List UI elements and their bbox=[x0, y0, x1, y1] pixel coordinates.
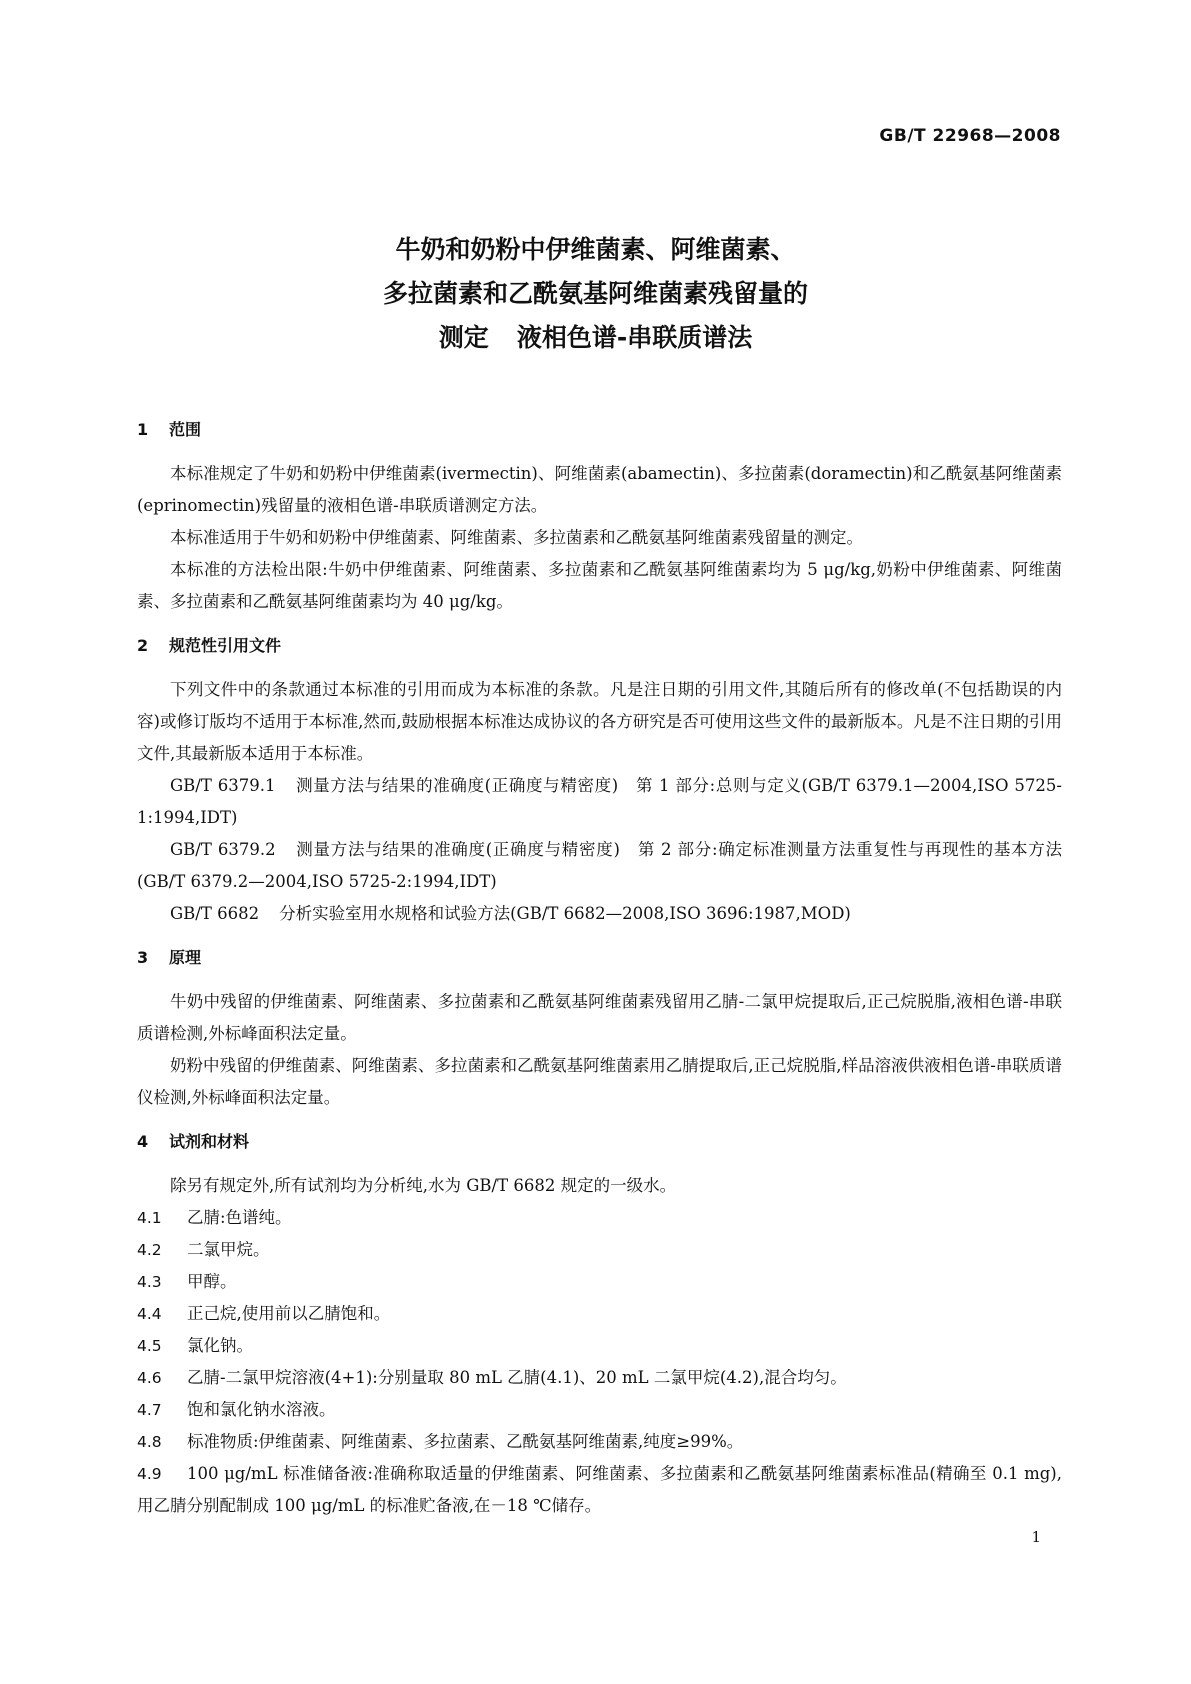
list-item: 4.7 饱和氯化钠水溶液。 bbox=[137, 1400, 336, 1419]
page-number: 1 bbox=[1031, 1528, 1041, 1546]
paragraph: 本标准的方法检出限:牛奶中伊维菌素、阿维菌素、多拉菌素和乙酰氨基阿维菌素均为 5 μg/kg,奶粉中伊维菌素、阿维菌素、多拉菌素和乙酰氨基阿维菌素均为 40 μg/kg。 bbox=[137, 560, 1062, 611]
reference-item: GB/T 6379.2 测量方法与结果的准确度(正确度与精密度) 第 2 部分:确定标准测量方法重复性与再现性的基本方法(GB/T 6379.2—2004,ISO 5725-2:1994,IDT) bbox=[137, 840, 1062, 891]
list-item: 4.4 正己烷,使用前以乙腈饱和。 bbox=[137, 1304, 391, 1323]
title-line-3 bbox=[0, 316, 1191, 360]
list-item: 4.8 标准物质:伊维菌素、阿维菌素、多拉菌素、乙酰氨基阿维菌素,纯度≥99%。 bbox=[137, 1432, 744, 1451]
reference-item: GB/T 6682 分析实验室用水规格和试验方法(GB/T 6682—2008,ISO 3696:1987,MOD) bbox=[170, 904, 851, 923]
paragraph: 下列文件中的条款通过本标准的引用而成为本标准的条款。凡是注日期的引用文件,其随后所有的修改单(不包括勘误的内容)或修订版均不适用于本标准,然而,鼓励根据本标准达成协议的各方研究是否可使用这些文件的最新版本。凡是不注日期的引用文件,其最新版本适用于本标准。 bbox=[137, 680, 1062, 763]
document-body bbox=[137, 416, 1062, 1536]
paragraph: 本标准适用于牛奶和奶粉中伊维菌素、阿维菌素、多拉菌素和乙酰氨基阿维菌素残留量的测定。 bbox=[170, 528, 863, 547]
section-heading: 1 范围 bbox=[137, 420, 202, 439]
list-item: 4.3 甲醇。 bbox=[137, 1272, 237, 1291]
section-normative-references bbox=[137, 632, 1062, 930]
list-item: 4.2 二氯甲烷。 bbox=[137, 1240, 270, 1259]
section-reagents bbox=[137, 1128, 1062, 1522]
standard-number: GB/T 22968—2008 bbox=[879, 126, 1061, 146]
title-line-2: 多拉菌素和乙酰氨基阿维菌素残留量的 bbox=[382, 279, 808, 308]
title-line-3a: 测定 bbox=[438, 323, 489, 352]
list-item: 4.9 100 μg/mL 标准储备液:准确称取适量的伊维菌素、阿维菌素、多拉菌素和乙酰氨基阿维菌素标准品(精确至 0.1 mg),用乙腈分别配制成 100 μg/mL 的标准贮备液,在－18 ℃储存。 bbox=[137, 1464, 1062, 1515]
section-heading: 3 原理 bbox=[137, 948, 202, 967]
title-line-3b: 液相色谱-串联质谱法 bbox=[516, 323, 753, 352]
section-scope bbox=[137, 416, 1062, 618]
section-heading: 2 规范性引用文件 bbox=[137, 636, 282, 655]
paragraph: 奶粉中残留的伊维菌素、阿维菌素、多拉菌素和乙酰氨基阿维菌素用乙腈提取后,正己烷脱脂,样品溶液供液相色谱-串联质谱仪检测,外标峰面积法定量。 bbox=[137, 1056, 1062, 1107]
paragraph: 牛奶中残留的伊维菌素、阿维菌素、多拉菌素和乙酰氨基阿维菌素残留用乙腈-二氯甲烷提取后,正己烷脱脂,液相色谱-串联质谱检测,外标峰面积法定量。 bbox=[137, 992, 1062, 1043]
list-item: 4.6 乙腈-二氯甲烷溶液(4+1):分别量取 80 mL 乙腈(4.1)、20 mL 二氯甲烷(4.2),混合均匀。 bbox=[137, 1368, 847, 1387]
title-line-1: 牛奶和奶粉中伊维菌素、阿维菌素、 bbox=[395, 235, 796, 264]
document-title bbox=[0, 228, 1191, 360]
reference-item: GB/T 6379.1 测量方法与结果的准确度(正确度与精密度) 第 1 部分:总则与定义(GB/T 6379.1—2004,ISO 5725-1:1994,IDT) bbox=[137, 776, 1062, 827]
paragraph: 本标准规定了牛奶和奶粉中伊维菌素(ivermectin)、阿维菌素(abamectin)、多拉菌素(doramectin)和乙酰氨基阿维菌素(eprinomectin)残留量的液相色谱-串联质谱测定方法。 bbox=[137, 464, 1062, 515]
section-principle bbox=[137, 944, 1062, 1114]
list-item: 4.1 乙腈:色谱纯。 bbox=[137, 1208, 292, 1227]
paragraph: 除另有规定外,所有试剂均为分析纯,水为 GB/T 6682 规定的一级水。 bbox=[170, 1176, 677, 1195]
list-item: 4.5 氯化钠。 bbox=[137, 1336, 253, 1355]
section-heading: 4 试剂和材料 bbox=[137, 1132, 250, 1151]
